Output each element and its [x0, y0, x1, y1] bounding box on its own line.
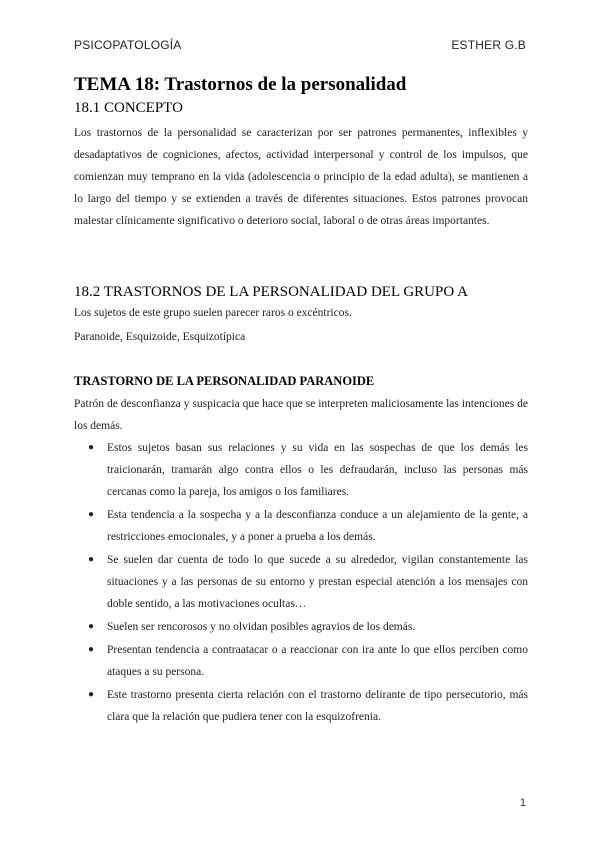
bullet-text: Presentan tendencia a contraatacar o a reaccionar con ira ante lo que ellos perciben como ataques a su persona.: [107, 644, 528, 678]
bullet-text: Esta tendencia a la sospecha y a la desconfianza conduce a un alejamiento de la gente, a restricciones emocionales, y a poner a prueba a los demás.: [107, 509, 528, 543]
page-title: TEMA 18: Trastornos de la personalidad: [74, 74, 407, 95]
section-heading-grupo-a: 18.2 TRASTORNOS DE LA PERSONALIDAD DEL GRUPO A: [74, 284, 468, 300]
list-item: [74, 639, 528, 683]
list-item: [74, 437, 528, 503]
list-item: [74, 616, 528, 638]
section-paragraph-concepto: Los trastornos de la personalidad se caracterizan por ser patrones permanentes, inflexibles y desadaptativos de cogniciones, afectos, actividad interpersonal y control de los impulsos, que comienzan muy temprano en la vida (adolescencia o principio de la edad adulta), se mantienen a lo largo del tiempo y se extienden a través de diferentes situaciones. Estos patrones provocan malestar clínicamente significativo o deterioro social, laboral o de otras áreas importantes.: [74, 127, 528, 227]
bullet-icon: ●: [88, 554, 95, 565]
bullet-icon: ●: [88, 621, 95, 632]
bullet-text: Se suelen dar cuenta de todo lo que sucede a su alrededor, vigilan constantemente las situaciones y a las personas de su entorno y prestan especial atención a los mensajes con doble sentido, a las motivaciones ocultas…: [107, 554, 528, 610]
list-item: [74, 504, 528, 548]
header-subject: PSICOPATOLOGÍA: [74, 38, 182, 52]
subsection-heading-paranoide: TRASTORNO DE LA PERSONALIDAD PARANOIDE: [74, 374, 375, 388]
grupo-a-list: Paranoide, Esquizoide, Esquizotípica: [74, 331, 246, 343]
header-author: ESTHER G.B: [451, 38, 526, 52]
bullet-icon: ●: [88, 644, 95, 655]
list-item: [74, 684, 528, 728]
section-heading-concepto: 18.1 CONCEPTO: [74, 100, 183, 116]
bullet-icon: ●: [88, 442, 95, 453]
list-item: [74, 549, 528, 615]
bullet-icon: ●: [88, 689, 95, 700]
paranoide-intro: Patrón de desconfianza y suspicacia que hace que se interpreten maliciosamente las intenciones de los demás.: [74, 398, 528, 432]
bullet-text: Este trastorno presenta cierta relación con el trastorno delirante de tipo persecutorio, más clara que la relación que pudiera tener con la esquizofrenia.: [107, 689, 528, 723]
grupo-a-description: Los sujetos de este grupo suelen parecer raros o excéntricos.: [74, 307, 352, 319]
page-number: 1: [519, 797, 526, 809]
bullet-text: Estos sujetos basan sus relaciones y su vida en las sospechas de que los demás les traicionarán, tramarán algo contra ellos o les defraudarán, incluso las personas más cercanas como la pareja, los amigos o los familiares.: [107, 442, 528, 498]
bullet-text: Suelen ser rencorosos y no olvidan posibles agravios de los demás.: [107, 621, 416, 633]
bullet-icon: ●: [88, 509, 95, 520]
paranoide-bullet-list: [74, 437, 528, 729]
